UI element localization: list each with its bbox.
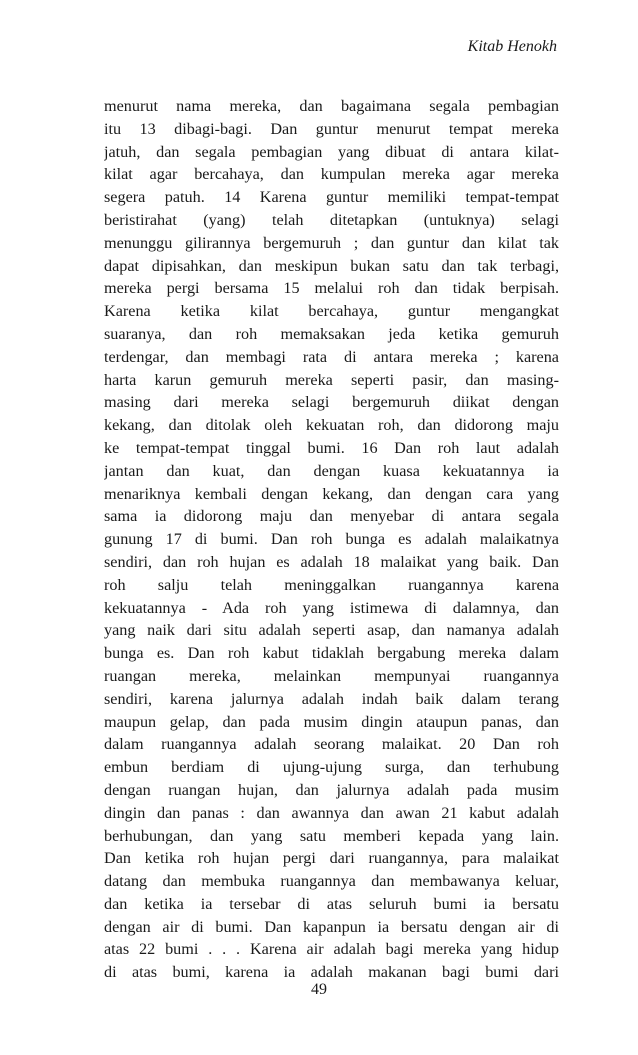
text-line: sendiri, karena jalurnya adalah indah baik dalam terang	[104, 689, 559, 708]
text-line: bunga es. Dan roh kabut tidaklah bergabung mereka dalam	[104, 644, 559, 663]
text-line: dalam ruangannya adalah seorang malaikat. 20 Dan roh	[104, 735, 559, 754]
text-line: terdengar, dan membagi rata di antara mereka ; karena	[104, 347, 559, 366]
text-line: dengan air di bumi. Dan kapanpun ia bersatu dengan air di	[104, 917, 559, 936]
text-line: datang dan membuka ruangannya dan membawanya keluar,	[104, 872, 559, 891]
text-line: kekuatannya - Ada roh yang istimewa di dalamnya, dan	[104, 598, 559, 617]
text-line: sama ia didorong maju dan menyebar di antara segala	[104, 507, 559, 526]
text-line: dingin dan panas : dan awannya dan awan 21 kabut adalah	[104, 803, 559, 822]
text-line: gunung 17 di bumi. Dan roh bunga es adalah malaikatnya	[104, 530, 559, 549]
text-line: kekang, dan ditolak oleh kekuatan roh, dan didorong maju	[104, 416, 559, 435]
text-line: yang naik dari situ adalah seperti asap, dan namanya adalah	[104, 621, 559, 640]
text-line: roh salju telah meninggalkan ruangannya karena	[104, 575, 559, 594]
text-line: atas 22 bumi . . . Karena air adalah bagi mereka yang hidup	[104, 940, 559, 959]
text-line: ke tempat-tempat tinggal bumi. 16 Dan roh laut adalah	[104, 438, 559, 457]
text-line: menurut nama mereka, dan bagaimana segala pembagian	[104, 97, 559, 115]
text-line: sendiri, dan roh hujan es adalah 18 malaikat yang baik. Dan	[104, 552, 559, 571]
text-line: dapat dipisahkan, dan meskipun bukan satu dan tak terbagi,	[104, 256, 559, 275]
text-line: jatuh, dan segala pembagian yang dibuat di antara kilat-	[104, 142, 559, 161]
text-line: dengan ruangan hujan, dan jalurnya adalah pada musim	[104, 780, 559, 799]
page-number: 49	[311, 981, 327, 998]
text-line: mereka pergi bersama 15 melalui roh dan tidak berpisah.	[104, 279, 559, 298]
text-line: maupun gelap, dan pada musim dingin ataupun panas, dan	[104, 712, 559, 731]
text-line: itu 13 dibagi-bagi. Dan guntur menurut tempat mereka	[104, 119, 559, 138]
text-line: dan ketika ia tersebar di atas seluruh bumi ia bersatu	[104, 894, 559, 913]
text-line: Dan ketika roh hujan pergi dari ruangannya, para malaikat	[104, 849, 559, 868]
text-line: berhubungan, dan yang satu memberi kepada yang lain.	[104, 826, 559, 845]
text-line: ruangan mereka, melainkan mempunyai ruangannya	[104, 666, 559, 685]
text-line: kilat agar bercahaya, dan kumpulan mereka agar mereka	[104, 165, 559, 184]
text-line: embun berdiam di ujung-ujung surga, dan terhubung	[104, 758, 559, 777]
text-line: menariknya kembali dengan kekang, dan dengan cara yang	[104, 484, 559, 503]
text-line: di atas bumi, karena ia adalah makanan bagi bumi dari	[104, 963, 559, 982]
text-line: harta karun gemuruh mereka seperti pasir, dan masing-	[104, 370, 559, 389]
text-line: masing dari mereka selagi bergemuruh diikat dengan	[104, 393, 559, 412]
body-text	[104, 95, 559, 984]
text-line: menunggu gilirannya bergemuruh ; dan guntur dan kilat tak	[104, 233, 559, 252]
text-line: beristirahat (yang) telah ditetapkan (untuknya) selagi	[104, 210, 559, 229]
text-line: Karena ketika kilat bercahaya, guntur mengangkat	[104, 302, 559, 321]
text-line: suaranya, dan roh memaksakan jeda ketika gemuruh	[104, 324, 559, 343]
running-header-title: Kitab Henokh	[467, 38, 557, 55]
text-line: segera patuh. 14 Karena guntur memiliki tempat-tempat	[104, 188, 559, 207]
text-line: jantan dan kuat, dan dengan kuasa kekuatannya ia	[104, 461, 559, 480]
